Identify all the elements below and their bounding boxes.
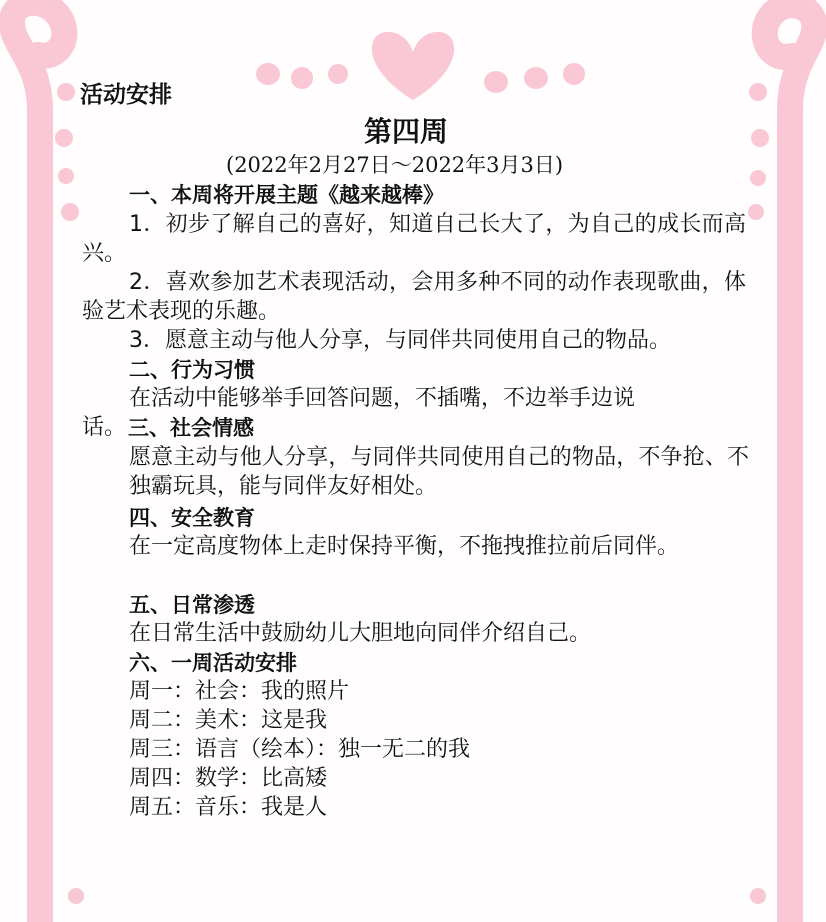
dot-decoration — [524, 67, 548, 89]
theme-item-3: 3．愿意主动与他人分享，与同伴共同使用自己的物品。 — [129, 328, 671, 353]
date-range: (2022年2月27日～2022年3月3日) — [226, 153, 564, 177]
theme-item-2: 2．喜欢参加艺术表现活动，会用多种不同的动作表现歌曲，体验艺术表现的乐趣。 — [82, 270, 746, 324]
dot-decoration — [291, 67, 313, 89]
dot-decoration — [61, 203, 79, 221]
dot-decoration — [750, 888, 766, 904]
theme-title: 一、本周将开展主题《越来越棒》 — [129, 183, 444, 207]
habit-text-tail: 话。 — [82, 415, 127, 440]
schedule-title: 六、一周活动安排 — [129, 651, 297, 675]
document-heading: 活动安排 — [80, 82, 172, 108]
dot-decoration — [751, 129, 769, 147]
safety-title: 四、安全教育 — [129, 506, 255, 530]
dot-decoration — [68, 888, 84, 904]
schedule-day-1: 周一：社会：我的照片 — [129, 679, 350, 704]
safety-text: 在一定高度物体上走时保持平衡，不拖拽推拉前后同伴。 — [129, 534, 680, 559]
dot-decoration — [563, 63, 585, 85]
dot-decoration — [55, 129, 73, 147]
dot-decoration — [256, 63, 280, 85]
theme-item-1: 1．初步了解自己的喜好，知道自己长大了，为自己的成长而高兴。 — [82, 212, 746, 266]
dot-decoration — [58, 168, 74, 184]
schedule-day-3: 周三：语言（绘本）：独一无二的我 — [129, 737, 471, 762]
schedule-day-5: 周五：音乐：我是人 — [129, 795, 328, 820]
schedule-day-4: 周四：数学：比高矮 — [129, 766, 328, 791]
daily-text: 在日常生活中鼓励幼儿大胆地向同伴介绍自己。 — [129, 621, 592, 646]
dot-decoration — [484, 71, 508, 93]
social-text: 愿意主动与他人分享，与同伴共同使用自己的物品，不争抢、不独霸玩具，能与同伴友好相处。 — [129, 445, 749, 499]
habit-text: 在活动中能够举手回答问题，不插嘴，不边举手边说 — [129, 386, 636, 411]
week-title: 第四周 — [364, 115, 449, 148]
dot-decoration — [57, 83, 75, 101]
dot-decoration — [750, 170, 766, 186]
social-title: 三、社会情感 — [128, 416, 254, 440]
dot-decoration — [328, 64, 348, 84]
dot-decoration — [748, 204, 764, 220]
daily-title: 五、日常渗透 — [129, 593, 255, 617]
heart-icon — [372, 32, 454, 100]
dot-decoration — [749, 83, 767, 101]
right-scroll-decoration — [765, 5, 815, 922]
schedule-day-2: 周二：美术：这是我 — [129, 708, 328, 733]
habit-title: 二、行为习惯 — [129, 358, 255, 382]
